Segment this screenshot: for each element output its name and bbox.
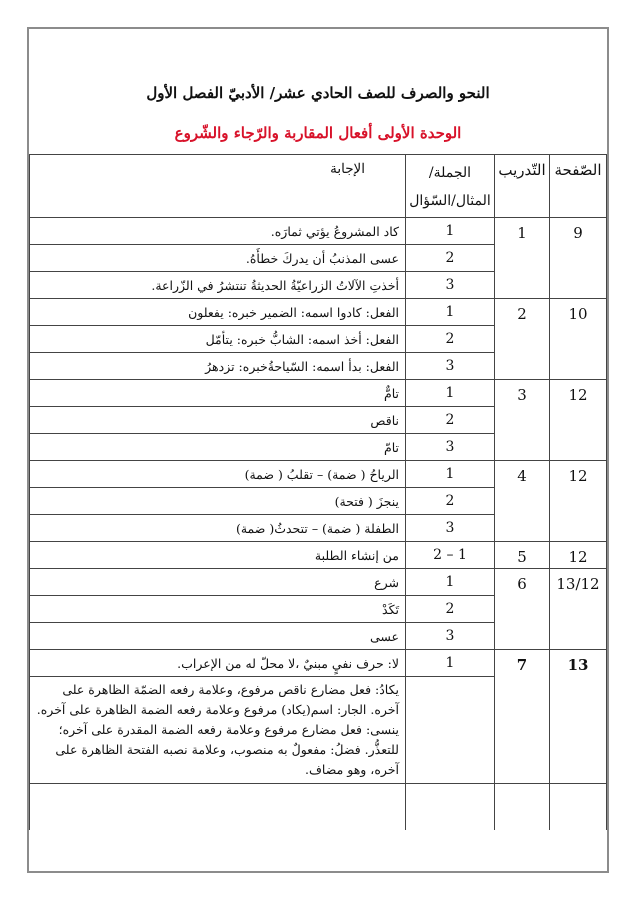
item-number: 2 (406, 596, 495, 623)
item-number: 1 (406, 218, 495, 245)
answer-cell: شرع (30, 569, 406, 596)
page-cell: 12 (550, 380, 607, 461)
item-number: 1 (406, 380, 495, 407)
item-number: 1 – 2 (406, 542, 495, 569)
answer-cell: أخذتِ الآلاتُ الزراعيّةُ الحديثةُ تنتشرُ في الزّراعة. (30, 272, 406, 299)
header-sentence-line1: الجملة/ (428, 165, 472, 181)
answer-cell: تَكَدْ (30, 596, 406, 623)
answer-cell: ناقص (30, 407, 406, 434)
page-cell: 12 (550, 461, 607, 542)
page-cell: 12 (550, 542, 607, 569)
empty-cell (550, 784, 607, 831)
page-cell: 9 (550, 218, 607, 299)
answer-cell: الطفلة ( ضمة) – تتحدثُ( ضمة) (30, 515, 406, 542)
answer-cell: عسى المذنبُ أن يدركَ خطأَهُ. (30, 245, 406, 272)
answer-cell: عسى (30, 623, 406, 650)
table-row-empty (30, 784, 607, 831)
item-number: 2 (406, 407, 495, 434)
header-sentence (406, 155, 495, 218)
table-row (30, 542, 607, 569)
item-number: 2 (406, 326, 495, 353)
table-row (30, 218, 607, 245)
empty-cell (30, 784, 406, 831)
exercise-cell: 6 (495, 569, 550, 650)
item-number: 3 (406, 272, 495, 299)
answer-cell: تامٌّ (30, 380, 406, 407)
exercise-cell: 1 (495, 218, 550, 299)
item-number: 1 (406, 569, 495, 596)
item-number: 1 (406, 299, 495, 326)
answer-cell: من إنشاء الطلبة (30, 542, 406, 569)
item-number: 3 (406, 434, 495, 461)
page-cell: 13 (550, 650, 607, 784)
item-number-empty (406, 677, 495, 784)
answer-cell: كاد المشروعُ يؤتي ثمارَه. (30, 218, 406, 245)
table-row (30, 569, 607, 596)
exercise-cell: 7 (495, 650, 550, 784)
unit-subtitle: الوحدة الأولى أفعال المقاربة والرّجاء والشّروع (174, 124, 462, 142)
table-row (30, 380, 607, 407)
exercise-cell: 2 (495, 299, 550, 380)
table-row (30, 650, 607, 677)
header-page: الصّفحة (550, 155, 607, 218)
item-number: 1 (406, 461, 495, 488)
table-row (30, 299, 607, 326)
item-number: 2 (406, 488, 495, 515)
header-answer: الإجابة (30, 155, 406, 218)
item-number: 2 (406, 245, 495, 272)
header-sentence-line2: المثال/السّؤال (409, 193, 491, 209)
item-number: 3 (406, 353, 495, 380)
exercise-cell: 3 (495, 380, 550, 461)
header-exercise: التّدريب (495, 155, 550, 218)
answer-cell: الفعل: كادوا اسمه: الضمير خبره: يفعلون (30, 299, 406, 326)
page-title: النحو والصرف للصف الحادي عشر/ الأدبيّ الفصل الأول (146, 84, 490, 102)
page-cell: 13/12 (550, 569, 607, 650)
item-number: 3 (406, 623, 495, 650)
item-number: 3 (406, 515, 495, 542)
answers-table (29, 154, 607, 830)
table-header-row (30, 155, 607, 218)
item-number: 1 (406, 650, 495, 677)
answer-cell: تامّ (30, 434, 406, 461)
answer-cell: لا: حرف نفيٍ مبنيٌ ،لا محلّ له من الإعراب. (30, 650, 406, 677)
answer-cell: الفعل: بدأ اسمه: السّياحةُخبره: تزدهرُ (30, 353, 406, 380)
empty-cell (406, 784, 495, 831)
answer-cell: ينجزَ ( فتحة) (30, 488, 406, 515)
exercise-cell: 4 (495, 461, 550, 542)
exercise-cell: 5 (495, 542, 550, 569)
empty-cell (495, 784, 550, 831)
answer-cell: الفعل: أخذ اسمه: الشابُّ خبره: يتأمّل (30, 326, 406, 353)
answer-cell: الرياحُ ( ضمة) – تقلبُ ( ضمة) (30, 461, 406, 488)
parsing-detail-cell: يكادُ: فعل مضارع ناقص مرفوع، وعلامة رفعه الضمّة الظاهرة على آخره. الجار: اسم(يكاد) مرفوع وعلامة رفعه الضمة الظاهرة على آخره. ينسى: فعل مضارع مرفوع وعلامة رفعه الضمة المقدرة على آخره؛ للتعذُّر. فضلُ: مفعولٌ به منصوب، وعلامة نصبه الفتحة الظاهرة على آخره، وهو مضاف. (30, 677, 406, 784)
table-row (30, 461, 607, 488)
page-cell: 10 (550, 299, 607, 380)
